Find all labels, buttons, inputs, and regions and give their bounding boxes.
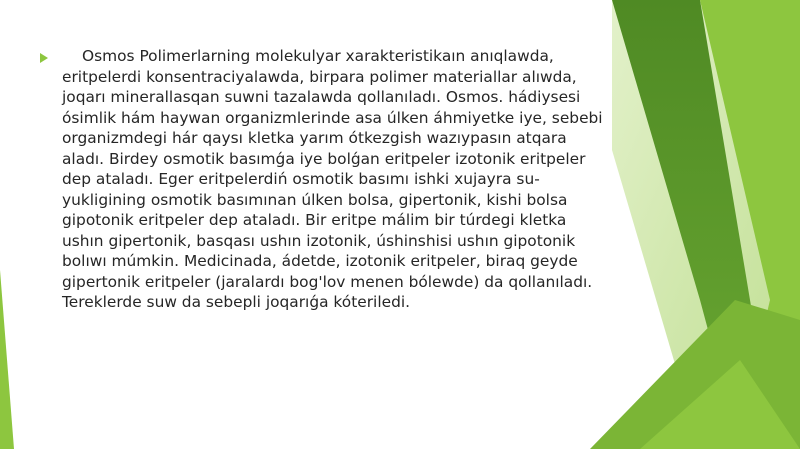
body-paragraph: Osmos Polimerlarning molekulyar xarakteristikaın anıqlawda, eritpelerdi konsentraciyalawda, birpara polimer materiallar alıwda, joqarı minerallasqan suwni tazalawda qollanıladı. Osmos. hádiysesi ósimlik hám haywan organizmlerinde asa úlken áhmiyetke iye, sebebi organizmdegi hár qaysı kletka yarım ótkezgish wazıypasın atqara aladı. Birdey osmotik basımǵa iye bolǵan eritpeler izotonik eritpeler dep ataladı. Eger eritpelerdiń osmotik basımı ishki xujayra su-yukligining osmotik basımınan úlken bolsa, gipertonik, kishi bolsa gipotonik eritpeler dep ataladı. Bir eritpe málim bir túrdegi kletka ushın gipertonik, basqası ushın izotonik, úshinshisi ushın gipotonik bolıwı múmkin. Medicinada, ádetde, izotonik eritpeler, biraq geyde gipertonik eritpeler (jaralardı bog'lov menen bólewde) da qollanıladı. Tereklerde suw da sebepli joqarıǵa kóteriledi. <box>62 47 603 311</box>
bullet-item <box>40 46 610 313</box>
left-green-strip <box>0 270 14 449</box>
triangle-bullet-icon <box>40 53 48 63</box>
slide-content <box>40 46 610 313</box>
